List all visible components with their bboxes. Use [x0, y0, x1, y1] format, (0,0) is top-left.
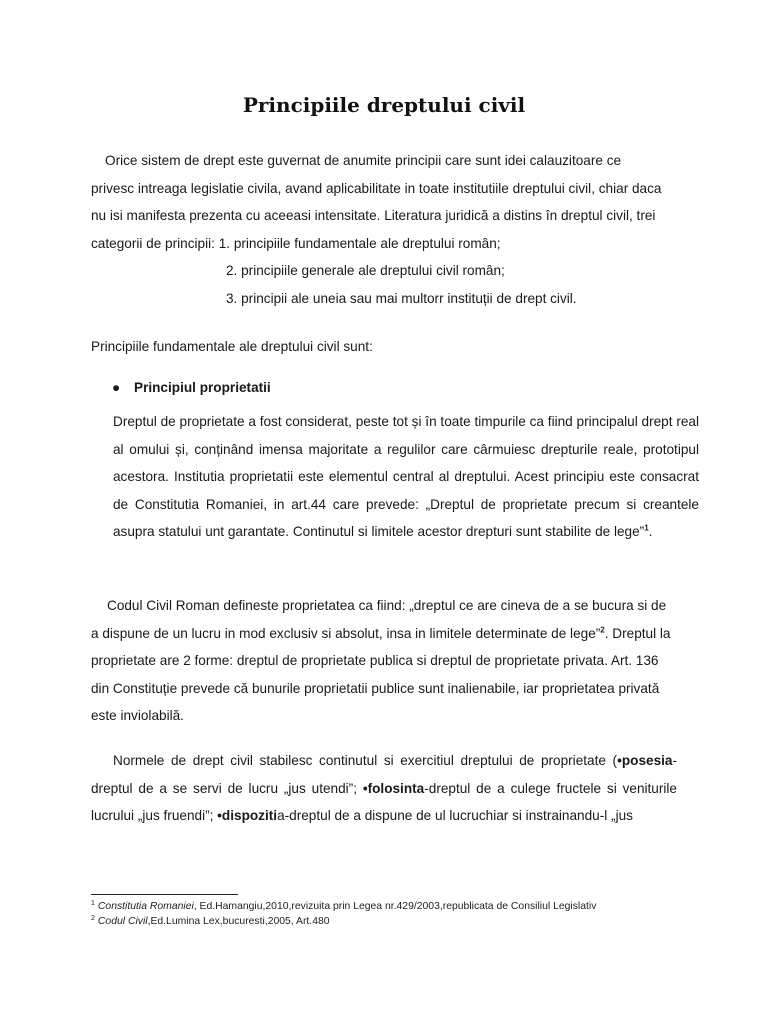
categories-lead: categorii de principii:	[91, 235, 219, 251]
footnote-detail: , Ed.Hamangiu,2010,revizuita prin Legea nr.429/2003,republicata de Consiliul Legislativ	[193, 901, 597, 912]
intro-paragraph	[91, 147, 677, 312]
footnote-ref[interactable]: 1	[644, 523, 649, 533]
footnote-number: 2	[91, 914, 95, 922]
footnotes	[91, 899, 691, 929]
bullet-label: Principiul proprietatii	[134, 380, 271, 395]
paragraph-proprietate	[91, 408, 699, 546]
paragraph-text: Dreptul de proprietate a fost considerat, peste tot și în toate timpurile ca fiind principalul drept real al omului și, conținând imensa majoritate a regulilor care cârmuiesc drepturile reale, prototipul acestora. Institutia proprietatii este elementul central al dreptului. Acest principiu este consacrat de Constitutia Romaniei, in art.44 care prevede: „Dreptul de proprietate precum si creantele asupra statului unt garantate. Continutul si limitele acestor drepturi sunt stabilite de lege”	[113, 414, 699, 539]
intro-line: privesc intreaga legislatie civila, avand aplicabilitate in toate institutiile dreptului civil, chiar daca	[91, 180, 662, 196]
intro-categories-line	[91, 230, 677, 258]
paragraph-text: a-dreptul de a dispune de ul lucruchiar si instrainandu-l „jus	[277, 808, 633, 823]
footnote-1	[91, 899, 691, 914]
term-posesia: •posesia	[617, 753, 673, 768]
footnote-source: Codul Civil	[97, 916, 148, 927]
paragraph-text: Normele de drept civil stabilesc continutul si exercitiul dreptului de proprietate (	[113, 753, 618, 768]
term-dispozitia: •dispoziti	[217, 808, 278, 823]
section-heading: Principiile fundamentale ale dreptului civil sunt:	[91, 339, 373, 354]
paragraph-cod-civil	[91, 592, 677, 730]
category-item-2: 2. principiile generale ale dreptului civil român;	[226, 263, 505, 278]
category-item-1: 1. principiile fundamentale ale dreptului român;	[218, 235, 501, 251]
term-folosinta: •folosinta	[362, 780, 425, 796]
paragraph-text: -dreptul de a se servi de lucru „jus utendi”;	[91, 753, 677, 796]
document-title: Principiile dreptului civil	[242, 93, 526, 117]
paragraph-norme	[91, 747, 677, 830]
paragraph-text: Codul Civil Roman defineste proprietatea ca fiind: „dreptul ce are cineva de a se bucura si de a dispune de un lucru in mod exclusiv si absolut, insa in limitele determinate de lege”	[91, 598, 667, 641]
paragraph-rest: . Dreptul la proprietate are 2 forme: dreptul de proprietate publica si dreptul de proprietate privata. Art. 136 din Constituție prevede că bunurile proprietatii publice sunt inalienabile, iar proprietatea privată este inviolabilă.	[91, 625, 671, 723]
footnote-source: Constitutia Romaniei	[97, 901, 194, 912]
intro-line: Orice sistem de drept este guvernat de anumite principii care sunt idei calauzitoare ce	[105, 153, 622, 168]
bullet-icon: ●	[112, 380, 121, 395]
bullet-item	[112, 374, 271, 402]
paragraph-text: -dreptul de a culege fructele si veniturile lucrului „jus fruendi”;	[91, 780, 677, 823]
footnote-ref[interactable]: 2	[600, 624, 605, 634]
footnote-2	[91, 914, 691, 929]
footnote-number: 1	[91, 899, 95, 907]
category-item-3: 3. principii ale uneia sau mai multorr instituții de drept civil.	[226, 290, 577, 306]
intro-line: nu isi manifesta prezenta cu aceeasi intensitate. Literatura juridică a distins în dreptul civil, trei	[91, 208, 656, 223]
footnote-divider	[91, 894, 238, 895]
paragraph-end: .	[648, 524, 653, 539]
footnote-detail: ,Ed.Lumina Lex,bucuresti,2005, Art.480	[147, 916, 330, 927]
